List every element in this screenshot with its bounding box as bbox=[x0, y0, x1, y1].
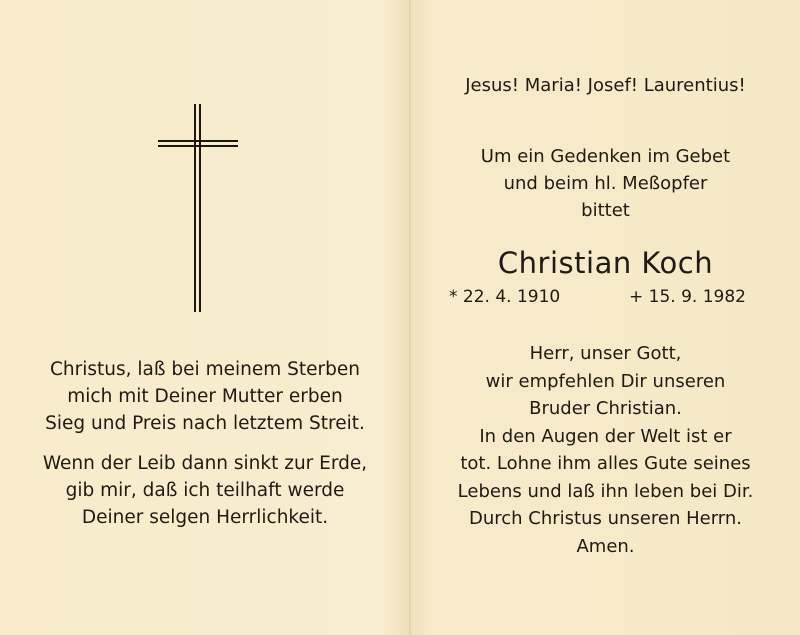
verse-line: Christus, laß bei meinem Sterben bbox=[50, 359, 360, 380]
prayer-line: Bruder Christian. bbox=[529, 398, 682, 419]
verse-line: gib mir, daß ich teilhaft werde bbox=[65, 480, 345, 501]
right-panel bbox=[411, 0, 800, 635]
death-date: + 15. 9. 1982 bbox=[629, 287, 746, 307]
verse-line: Sieg und Preis nach letztem Streit. bbox=[45, 413, 365, 434]
invocation-header: Jesus! Maria! Josef! Laurentius! bbox=[465, 75, 746, 96]
request-line: und beim hl. Meßopfer bbox=[503, 173, 708, 194]
request-line: Um ein Gedenken im Gebet bbox=[480, 146, 731, 167]
prayer-line: tot. Lohne ihm alles Gute seines bbox=[460, 453, 751, 474]
verse-line: Wenn der Leib dann sinkt zur Erde, bbox=[42, 453, 368, 474]
prayer-line: Durch Christus unseren Herrn. bbox=[468, 508, 742, 529]
deceased-name: Christian Koch bbox=[497, 246, 714, 280]
verse-line: Deiner selgen Herrlichkeit. bbox=[81, 507, 329, 528]
closing-prayer bbox=[411, 340, 800, 560]
verse-second-stanza bbox=[20, 450, 390, 531]
prayer-line: Lebens und laß ihn leben bei Dir. bbox=[457, 480, 754, 502]
prayer-line: Amen. bbox=[576, 535, 635, 557]
verse-line: mich mit Deiner Mutter erben bbox=[67, 386, 343, 407]
prayer-request bbox=[411, 143, 800, 224]
verse-first-stanza bbox=[20, 356, 390, 437]
prayer-line: wir empfehlen Dir unseren bbox=[485, 370, 726, 392]
birth-date: * 22. 4. 1910 bbox=[449, 287, 561, 307]
request-line: bittet bbox=[581, 200, 630, 221]
life-dates bbox=[411, 285, 800, 313]
prayer-line: Herr, unser Gott, bbox=[529, 343, 682, 364]
prayer-line: In den Augen der Welt ist er bbox=[479, 425, 732, 447]
